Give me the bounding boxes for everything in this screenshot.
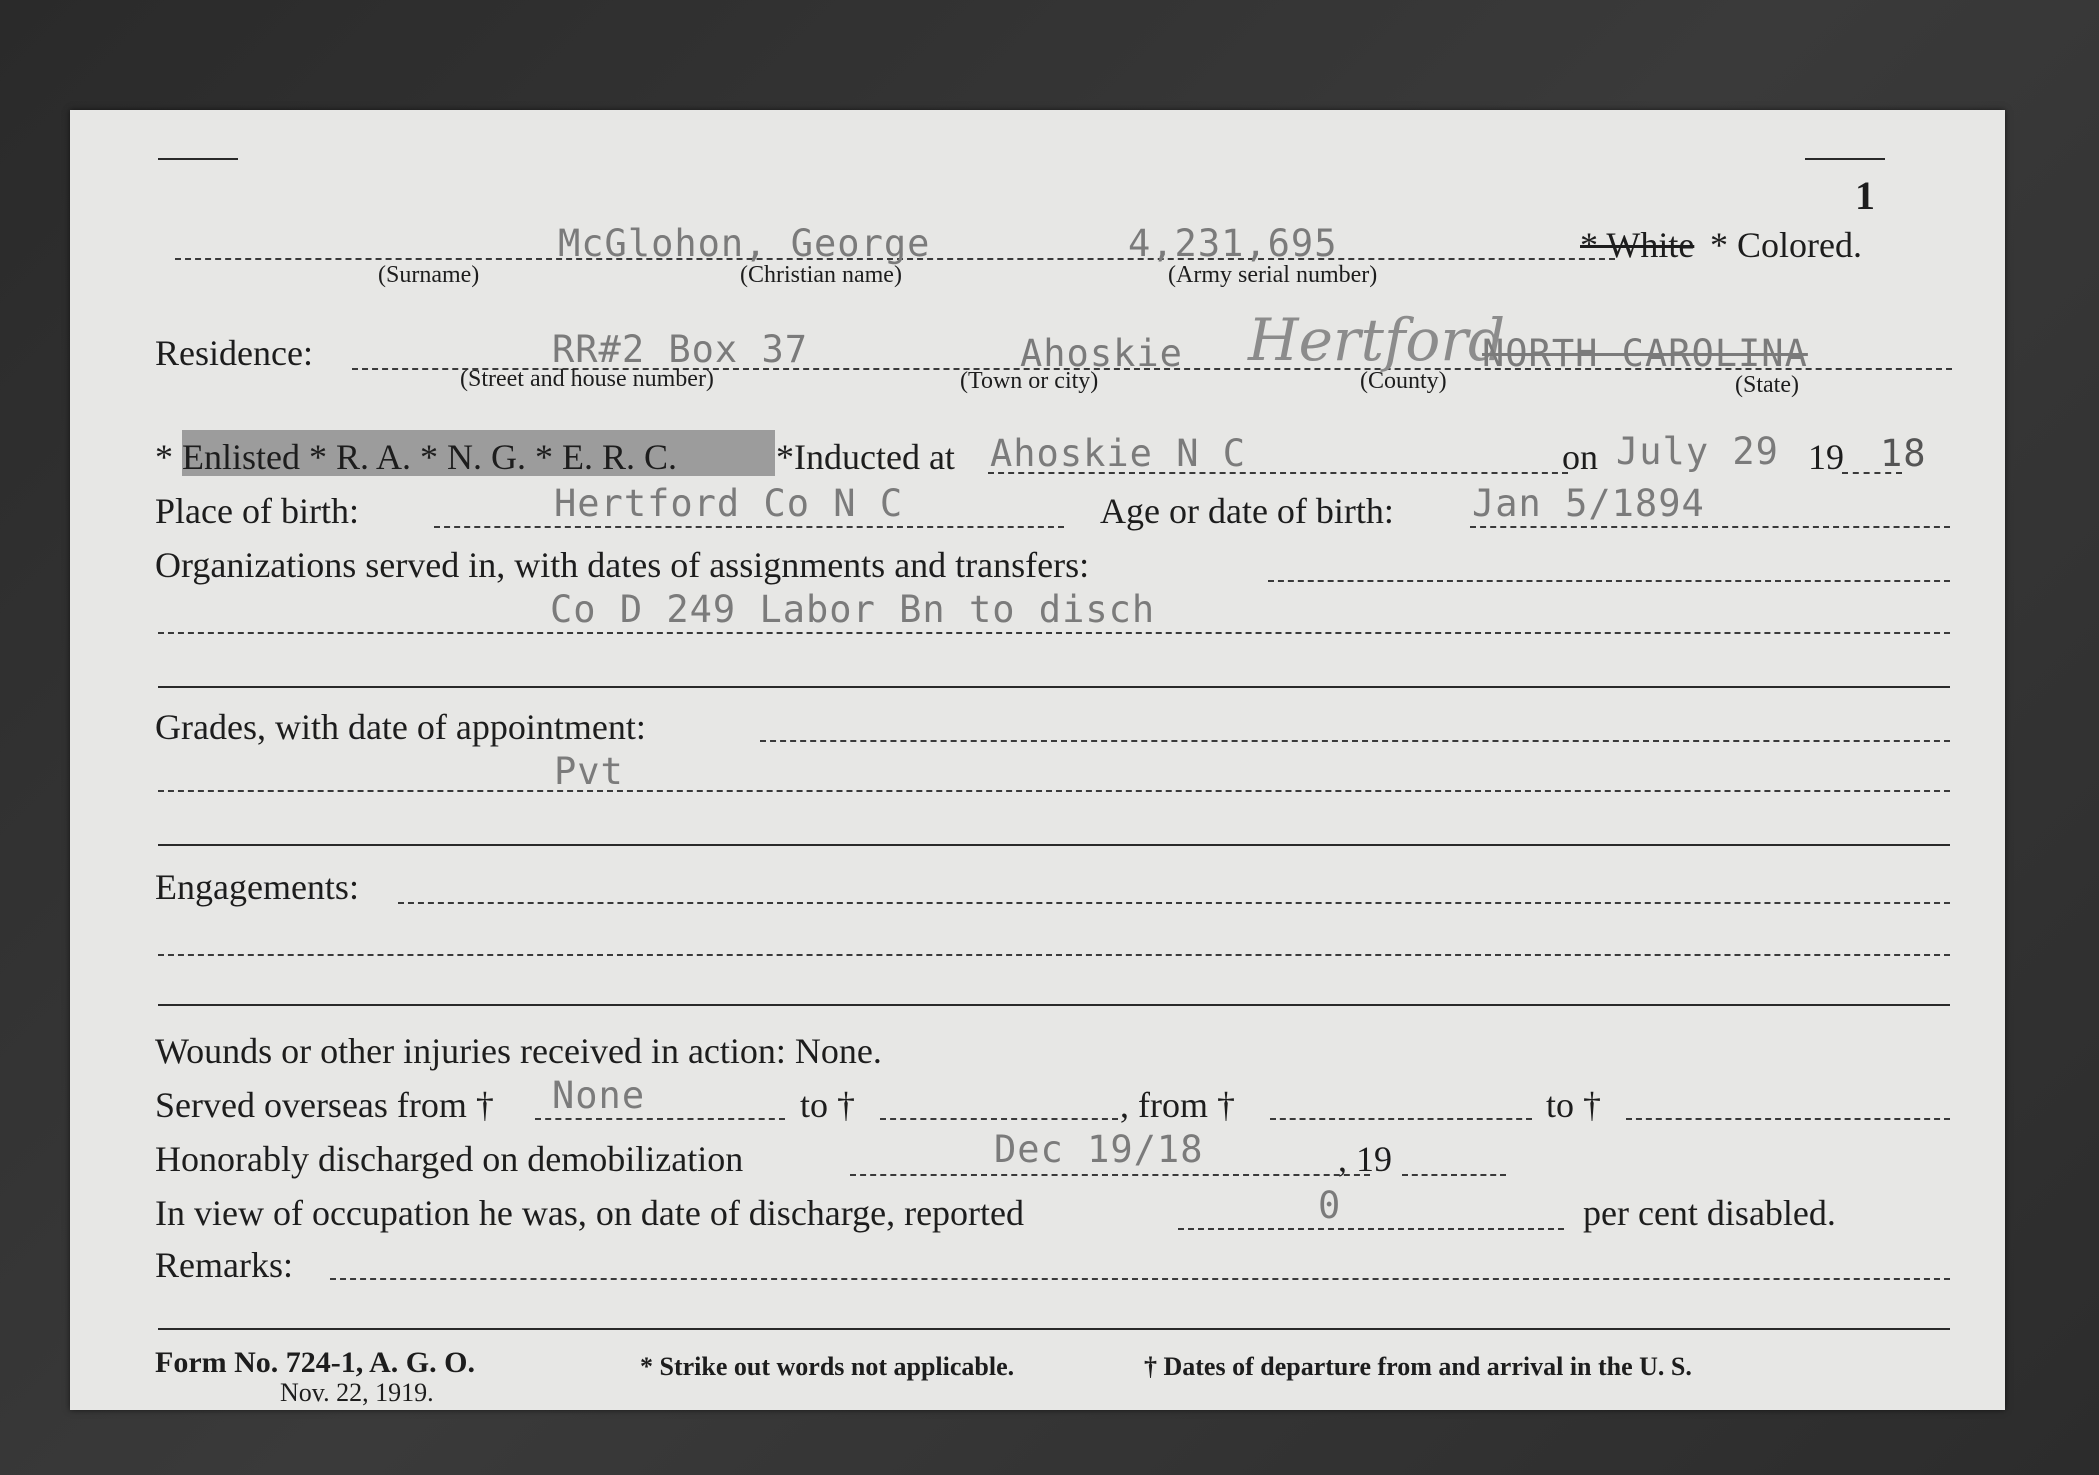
organizations-line-3 (158, 686, 1950, 688)
engagements-line-2 (158, 954, 1950, 956)
induction-date-value: July 29 (1616, 430, 1779, 473)
caption-street: (Street and house number) (460, 366, 714, 392)
race-colored: * Colored. (1710, 225, 1862, 265)
form-number: Form No. 724-1, A. G. O. (155, 1346, 475, 1379)
inducted-label: *Inducted at (776, 437, 955, 477)
town-value: Ahoskie (1020, 332, 1183, 375)
residence-label: Residence: (155, 333, 313, 373)
birth-date-value: Jan 5/1894 (1472, 482, 1705, 525)
disabled-line (1178, 1228, 1564, 1230)
wounds-text: Wounds or other injuries received in action: None. (155, 1031, 882, 1071)
service-record-card (70, 110, 2005, 1410)
engagements-line-3 (158, 1004, 1950, 1006)
state-value: NORTH CAROLINA (1482, 332, 1808, 375)
remarks-label: Remarks: (155, 1245, 293, 1285)
caption-serial: (Army serial number) (1168, 262, 1378, 288)
top-left-rule (158, 158, 238, 160)
percent-disabled-value: 0 (1318, 1184, 1342, 1227)
grade-value: Pvt (554, 750, 624, 793)
grades-line-3 (158, 844, 1950, 846)
grades-line-2 (158, 790, 1950, 792)
remarks-line-2 (158, 1328, 1950, 1330)
served-from-label: Served overseas from † (155, 1085, 494, 1125)
organizations-value: Co D 249 Labor Bn to disch (550, 588, 1156, 631)
nineteen-label: 19 (1808, 437, 1844, 477)
discharged-label: Honorably discharged on demobilization (155, 1139, 744, 1179)
grades-line-1 (760, 740, 1950, 742)
to-label-2: to † (1546, 1085, 1602, 1125)
caption-town: (Town or city) (960, 368, 1099, 394)
enlisted-options: * Enlisted * R. A. * N. G. * E. R. C. (155, 437, 678, 477)
strike-note: * Strike out words not applicable. (640, 1352, 1015, 1381)
occupation-label: In view of occupation he was, on date of discharge, reported (155, 1193, 1025, 1233)
disabled-label: per cent disabled. (1583, 1193, 1836, 1233)
caption-state: (State) (1735, 372, 1799, 398)
overseas-value: None (552, 1074, 646, 1117)
to-label-1: to † (800, 1085, 856, 1125)
to-line-1 (880, 1118, 1118, 1120)
from-line (1270, 1118, 1532, 1120)
age-label: Age or date of birth: (1100, 491, 1394, 531)
card-number: 1 (1855, 173, 1875, 218)
inducted-at-value: Ahoskie N C (990, 432, 1247, 475)
discharge-year-line (1402, 1174, 1506, 1176)
birthplace-value: Hertford Co N C (554, 482, 904, 525)
place-of-birth-label: Place of birth: (155, 491, 359, 531)
organizations-label: Organizations served in, with dates of assignments and transfers: (155, 545, 1090, 585)
discharge-line (850, 1174, 1370, 1176)
birthplace-line (434, 526, 1064, 528)
county-value: Hertford (1248, 306, 1506, 374)
to-line-2 (1626, 1118, 1950, 1120)
on-label: on (1562, 437, 1598, 477)
race-white: * White (1580, 225, 1695, 265)
discharge-date-value: Dec 19/18 (994, 1128, 1204, 1171)
engagements-label: Engagements: (155, 867, 359, 907)
serial-value: 4,231,695 (1128, 222, 1338, 265)
organizations-line-2 (158, 632, 1950, 634)
caption-surname: (Surname) (378, 262, 480, 288)
caption-christian-name: (Christian name) (740, 262, 902, 288)
engagements-line-1 (398, 902, 1950, 904)
name-value: McGlohon, George (558, 222, 931, 265)
age-line (1470, 526, 1950, 528)
form-date: Nov. 22, 1919. (280, 1378, 434, 1407)
from-label: , from † (1120, 1085, 1235, 1125)
discharge-year-label: , 19 (1338, 1139, 1392, 1179)
organizations-line-1 (1268, 580, 1950, 582)
street-value: RR#2 Box 37 (552, 328, 809, 371)
dates-note: † Dates of departure from and arrival in the U. S. (1144, 1352, 1692, 1381)
caption-county: (County) (1360, 368, 1447, 394)
top-right-rule (1805, 158, 1885, 160)
served-from-line (535, 1118, 785, 1120)
remarks-line-1 (330, 1278, 1950, 1280)
grades-label: Grades, with date of appointment: (155, 707, 646, 747)
induction-year-value: 18 (1880, 432, 1927, 475)
